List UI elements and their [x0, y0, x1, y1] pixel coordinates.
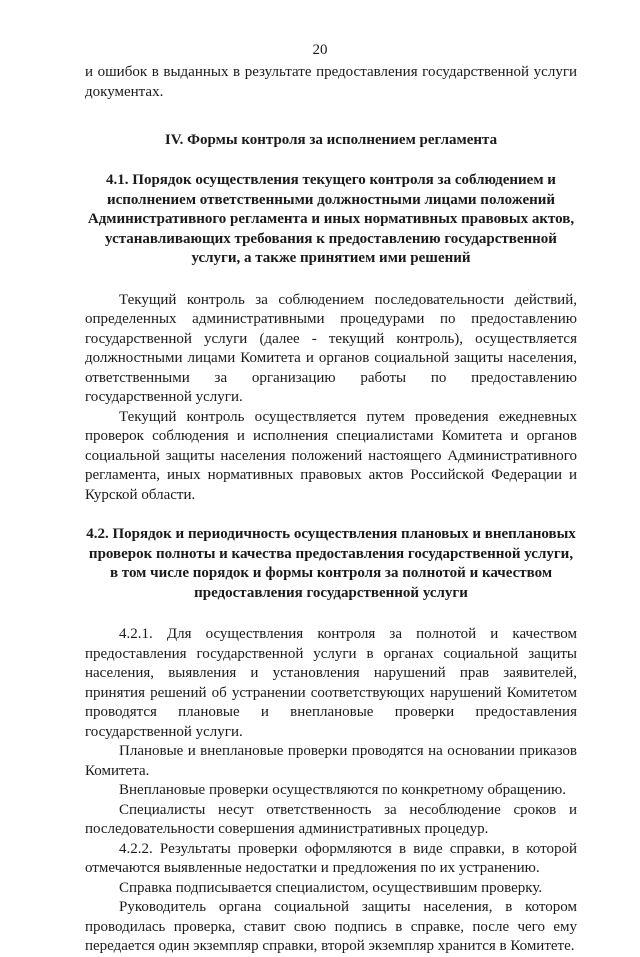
continuation-paragraph: и ошибок в выданных в результате предоставления государственной услуги документах. — [85, 64, 577, 100]
subsection-4-2-title: 4.2. Порядок и периодичность осуществления плановых и внеплановых проверок полноты и качества предоставления государственной услуги, в том числе порядок и формы контроля за полнотой и качеством предоставления государственной услуги — [86, 526, 576, 601]
section-title: IV. Формы контроля за исполнением регламента — [164, 132, 498, 148]
subsection-4-1-title: 4.1. Порядок осуществления текущего контроля за соблюдением и исполнением ответственными должностными лицами положений Административного регламента и иных нормативных правовых актов, устанавливающих требования к предоставлению государственной услуги, а также принятием ими решений — [87, 172, 575, 266]
paragraph: Текущий контроль за соблюдением последовательности действий, определенных административными процедурами по предоставлению государственной услуги (далее - текущий контроль), осуществляется должностными лицами Комитета и органов социальной защиты населения, ответственными за организацию работы по предоставлению государственной услуги. — [85, 291, 577, 405]
spacer — [85, 603, 577, 625]
paragraph: 4.2.2. Результаты проверки оформляются в виде справки, в которой отмечаются выявленные недостатки и предложения по их устранению. — [85, 840, 577, 876]
paragraph: Специалисты несут ответственность за несоблюдение сроков и последовательности совершения административных процедур. — [85, 801, 577, 837]
paragraph: Внеплановые проверки осуществляются по конкретному обращению. — [119, 782, 566, 798]
page-number: 20 — [312, 42, 328, 58]
spacer — [85, 505, 577, 525]
spacer — [85, 102, 577, 131]
page-content — [85, 63, 577, 957]
spacer — [85, 150, 577, 171]
paragraph: Справка подписывается специалистом, осуществившим проверку. — [119, 879, 543, 896]
paragraph: Плановые и внеплановые проверки проводятся на основании приказов Комитета. — [85, 743, 577, 779]
paragraph: Текущий контроль осуществляется путем проведения ежедневных проверок соблюдения и исполнения специалистами Комитета и органов социальной защиты населения положений настоящего Административного регламента, иных нормативных правовых актов Российской Федерации и Курской области. — [85, 408, 577, 503]
paragraph: 4.2.1. Для осуществления контроля за полнотой и качеством предоставления государственной услуги в органах социальной защиты населения, выявления и установления нарушений прав заявителей, принятия решений об устранении соответствующих нарушений Комитетом проводятся плановые и внеплановые проверки предоставления государственной услуги. — [85, 626, 577, 740]
paragraph: Руководитель органа социальной защиты населения, в котором проводилась проверка, ставит свою подпись в справке, после чего ему передается один экземпляр справки, второй экземпляр хранится в Комитете. — [85, 899, 577, 954]
spacer — [85, 269, 577, 291]
